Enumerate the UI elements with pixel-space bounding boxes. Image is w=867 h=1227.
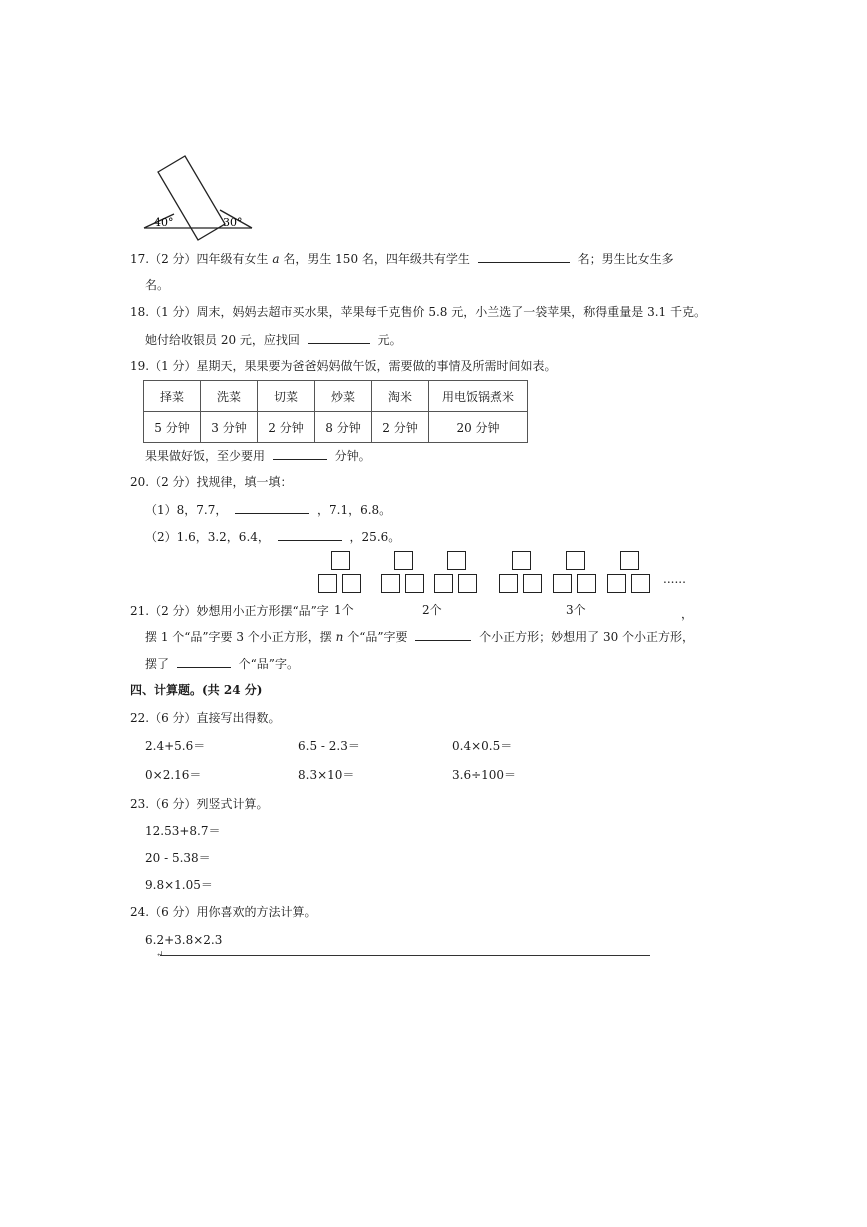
table-cell: 8 分钟 — [315, 412, 372, 443]
q21-line2-b: 个“品”字要 — [347, 630, 408, 644]
q21-var-n: n — [335, 630, 344, 644]
table-header-cell: 择菜 — [144, 381, 201, 412]
table-cell: 2 分钟 — [258, 412, 315, 443]
q17-text-d: 名。 — [145, 278, 170, 292]
angle-left-label: 40° — [154, 216, 174, 229]
q19-answer-b: 分钟。 — [334, 449, 371, 463]
square — [342, 574, 361, 593]
return-mark: ↵ — [156, 950, 164, 960]
q17-blank-total[interactable] — [478, 250, 570, 263]
q17-var-a: a — [272, 252, 280, 266]
q19-time-table — [143, 380, 528, 443]
q17-line1 — [130, 250, 674, 267]
square — [458, 574, 477, 593]
q21-line3-a: 摆了 — [145, 657, 170, 671]
square — [523, 574, 542, 593]
square — [620, 551, 639, 570]
table-row — [144, 381, 528, 412]
q20-part2 — [145, 528, 400, 545]
q19-answer-a: 果果做好饭，至少要用 — [145, 449, 266, 463]
square — [577, 574, 596, 593]
q22-title-text: 22.（6 分）直接写出得数。 — [130, 711, 281, 725]
square — [553, 574, 572, 593]
table-header-cell: 用电饭锅煮米 — [429, 381, 528, 412]
q18-blank-change[interactable] — [308, 331, 370, 344]
q21-title-text: 21.（2 分）妙想用小正方形摆“品”字 — [130, 604, 329, 618]
q18-text-2b: 元。 — [377, 333, 402, 347]
q22-item: 6.5 - 2.3＝ — [298, 739, 360, 753]
table-cell: 3 分钟 — [201, 412, 258, 443]
q20-p1-a: （1）8，7.7， — [145, 503, 228, 517]
table-header-cell: 切菜 — [258, 381, 315, 412]
q21-blank-count[interactable] — [177, 655, 231, 668]
q20-blank-2[interactable] — [278, 528, 342, 541]
q18-text-2a: 她付给收银员 20 元，应找回 — [145, 333, 300, 347]
q19-answer-line — [145, 447, 371, 464]
q22-item: 0×2.16＝ — [145, 768, 202, 782]
table-header-cell: 炒菜 — [315, 381, 372, 412]
q21-blank-squares[interactable] — [415, 628, 471, 641]
q23-item: 9.8×1.05＝ — [145, 878, 213, 892]
square — [381, 574, 400, 593]
q20-p2-a: （2）1.6，3.2，6.4， — [145, 530, 270, 544]
table-header-cell: 洗菜 — [201, 381, 258, 412]
q20-p2-b: ，25.6。 — [349, 530, 401, 544]
section4-title-text: 四、计算题。(共 24 分) — [130, 683, 263, 697]
q24-title — [130, 904, 317, 920]
square — [394, 551, 413, 570]
angle-right-label: 30° — [223, 216, 243, 229]
q17-text-b: 名，男生 150 名，四年级共有学生 — [283, 252, 470, 266]
q22-item: 2.4+5.6＝ — [145, 739, 206, 753]
q20-title-text: 20.（2 分）找规律，填一填： — [130, 475, 293, 489]
q21-line2 — [145, 628, 694, 645]
q20-title — [130, 474, 293, 490]
q24-expression: 6.2+3.8×2.3 — [145, 933, 223, 947]
pin-comma: ， — [681, 607, 694, 621]
q23-title-text: 23.（6 分）列竖式计算。 — [130, 797, 269, 811]
q21-line2-a: 摆 1 个“品”字要 3 个小正方形，摆 — [145, 630, 332, 644]
pin-caption-3: 3个 — [566, 603, 586, 617]
q22-item: 0.4×0.5＝ — [452, 739, 513, 753]
q19-title — [130, 358, 557, 374]
q17-text-a: 17.（2 分）四年级有女生 — [130, 252, 269, 266]
square — [566, 551, 585, 570]
table-cell: 2 分钟 — [372, 412, 429, 443]
q24-title-text: 24.（6 分）用你喜欢的方法计算。 — [130, 905, 317, 919]
q21-title — [130, 603, 329, 619]
angle-figure — [140, 150, 260, 245]
q19-title-text: 19.（1 分）星期天，果果要为爸爸妈妈做午饭，需要做的事情及所需时间如表。 — [130, 359, 557, 373]
q22-item: 3.6÷100＝ — [452, 768, 517, 782]
square — [447, 551, 466, 570]
table-cell: 20 分钟 — [429, 412, 528, 443]
q23-item: 12.53+8.7＝ — [145, 824, 221, 838]
q20-blank-1[interactable] — [235, 501, 309, 514]
table-row — [144, 412, 528, 443]
pin-caption-1: 1个 — [334, 603, 354, 617]
square — [434, 574, 453, 593]
pin-caption-2: 2个 — [422, 603, 442, 617]
square — [512, 551, 531, 570]
q18-line1 — [130, 304, 706, 320]
q23-title — [130, 796, 269, 812]
q22-title — [130, 710, 281, 726]
square — [499, 574, 518, 593]
square — [331, 551, 350, 570]
table-header-cell: 淘米 — [372, 381, 429, 412]
pin-ellipsis: ...... — [663, 572, 686, 586]
q21-line3 — [145, 655, 299, 672]
square — [318, 574, 337, 593]
q20-p1-b: ，7.1，6.8。 — [317, 503, 392, 517]
q21-line3-b: 个“品”字。 — [238, 657, 299, 671]
q17-text-c: 名；男生比女生多 — [577, 252, 674, 266]
q21-line2-c: 个小正方形；妙想用了 30 个小正方形， — [479, 630, 695, 644]
square — [607, 574, 626, 593]
q23-item: 20 - 5.38＝ — [145, 851, 211, 865]
q18-text-1: 18.（1 分）周末，妈妈去超市买水果，苹果每千克售价 5.8 元，小兰选了一袋苹果，称得重量是 3.1 千克。 — [130, 305, 706, 319]
q17-line2 — [145, 277, 169, 293]
section4-title — [130, 682, 262, 698]
square — [631, 574, 650, 593]
q19-blank-minutes[interactable] — [273, 447, 327, 460]
q18-line2 — [145, 331, 402, 348]
square — [405, 574, 424, 593]
page-footer-line — [160, 955, 650, 956]
table-cell: 5 分钟 — [144, 412, 201, 443]
q22-item: 8.3×10＝ — [298, 768, 355, 782]
q20-part1 — [145, 501, 391, 518]
